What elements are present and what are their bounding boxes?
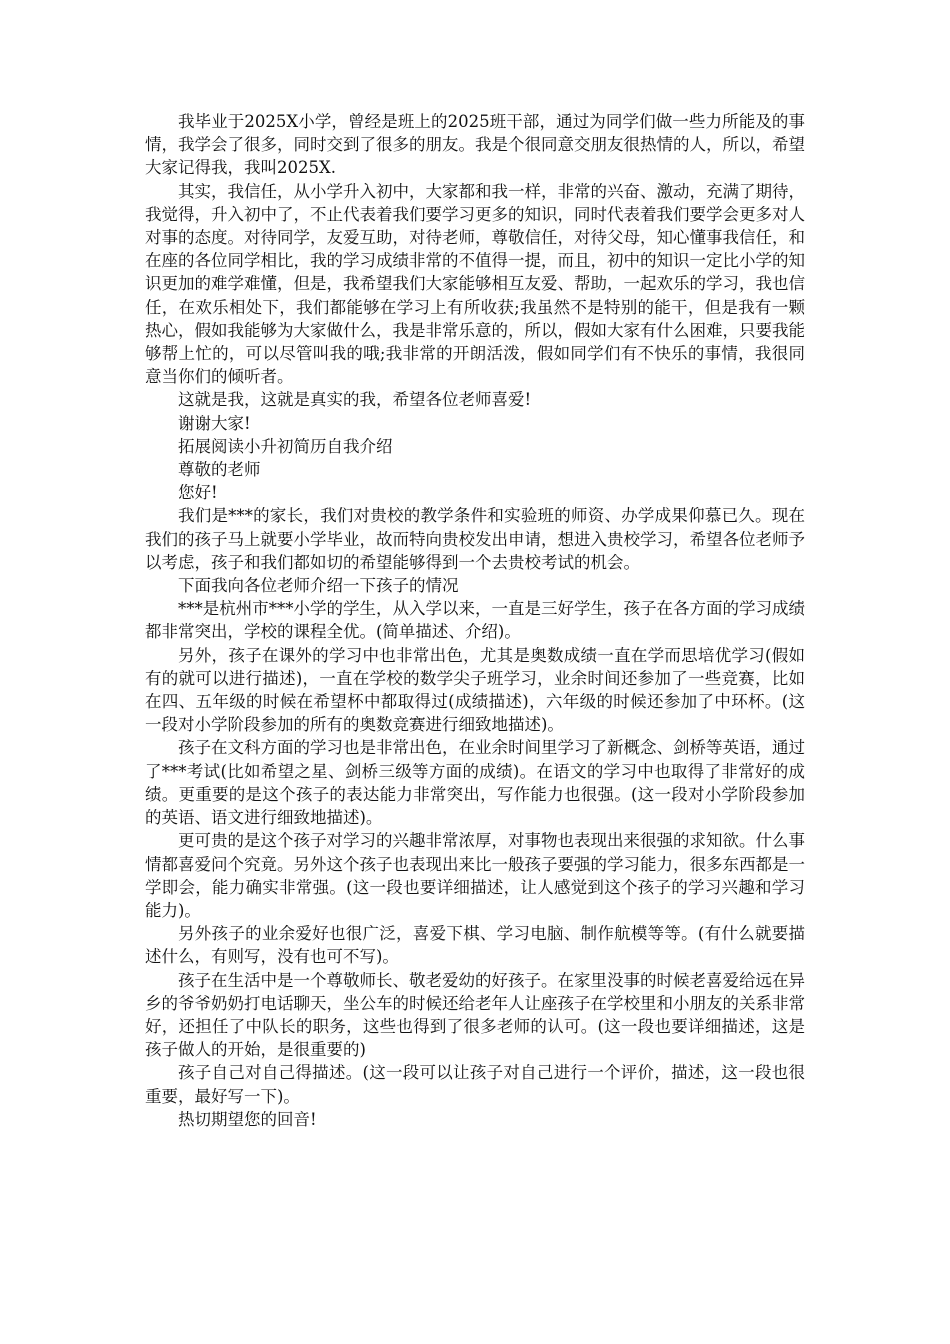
paragraph: 更可贵的是这个孩子对学习的兴趣非常浓厚，对事物也表现出来很强的求知欲。什么事情都喜爱问个究竟。另外这个孩子也表现出来比一般孩子要强的学习能力，很多东西都是一学即会，能力确实非常强。(这一段也要详细描述，让人感觉到这个孩子的学习兴趣和学习能力)。 [145, 831, 805, 920]
document-body [145, 110, 805, 1131]
paragraph: ***是杭州市***小学的学生，从入学以来，一直是三好学生，孩子在各方面的学习成绩都非常突出，学校的课程全优。(简单描述、介绍)。 [145, 599, 805, 642]
paragraph: 谢谢大家! [178, 413, 251, 433]
section-heading: 拓展阅读小升初简历自我介绍 [178, 436, 393, 456]
paragraph: 我毕业于2025X小学，曾经是班上的2025班干部，通过为同学们做一些力所能及的事情，我学会了很多，同时交到了很多的朋友。我是个很同意交朋友很热情的人，所以，希望大家记得我，我叫2025X. [145, 112, 805, 178]
paragraph: 这就是我，这就是真实的我，希望各位老师喜爱! [178, 390, 532, 410]
paragraph: 孩子在生活中是一个尊敬师长、敬老爱幼的好孩子。在家里没事的时候老喜爱给远在异乡的爷爷奶奶打电话聊天，坐公车的时候还给老年人让座孩子在学校里和小朋友的关系非常好，还担任了中队长的职务，这些也得到了很多老师的认可。(这一段也要详细描述，这是孩子做人的开始，是很重要的) [145, 970, 805, 1060]
paragraph: 另外孩子的业余爱好也很广泛，喜爱下棋、学习电脑、制作航模等等。(有什么就要描述什么，有则写，没有也可不写)。 [145, 924, 805, 967]
paragraph: 其实，我信任，从小学升入初中，大家都和我一样，非常的兴奋、激动，充满了期待，我觉得，升入初中了，不止代表着我们要学习更多的知识，同时代表着我们要学会更多对人对事的态度。对待同学，友爱互助，对待老师，尊敬信任，对待父母，知心懂事我信任，和在座的各位同学相比，我的学习成绩非常的不值得一提，而且，初中的知识一定比小学的知识更加的难学难懂，但是，我希望我们大家能够相互友爱、帮助，一起欢乐的学习，我也信任，在欢乐相处下，我们都能够在学习上有所收获;我虽然不是特别的能干，但是我有一颗热心，假如我能够为大家做什么，我是非常乐意的，所以，假如大家有什么困难，只要我能够帮上忙的，可以尽管叫我的哦;我非常的开朗活泼，假如同学们有不快乐的事情，我很同意当你们的倾听者。 [145, 181, 805, 387]
salutation: 尊敬的老师 [178, 460, 261, 480]
paragraph: 下面我向各位老师介绍一下孩子的情况 [178, 576, 459, 596]
greeting: 您好! [178, 483, 218, 503]
paragraph: 我们是***的家长，我们对贵校的教学条件和实验班的师资、办学成果仰慕已久。现在我们的孩子马上就要小学毕业，故而特向贵校发出申请，想进入贵校学习，希望各位老师予以考虑，孩子和我们都如切的希望能够得到一个去贵校考试的机会。 [145, 506, 805, 572]
closing-line: 热切期望您的回音! [178, 1109, 317, 1129]
paragraph: 孩子自己对自己得描述。(这一段可以让孩子对自己进行一个评价，描述，这一段也很重要，最好写一下)。 [145, 1063, 805, 1106]
paragraph: 另外，孩子在课外的学习中也非常出色，尤其是奥数成绩一直在学而思培优学习(假如有的就可以进行描述)，一直在学校的数学尖子班学习，业余时间还参加了一些竞赛，比如在四、五年级的时候在希望杯中都取得过(成绩描述)，六年级的时候还参加了中环杯。(这一段对小学阶段参加的所有的奥数竞赛进行细致地描述)。 [145, 645, 805, 735]
paragraph: 孩子在文科方面的学习也是非常出色，在业余时间里学习了新概念、剑桥等英语，通过了***考试(比如希望之星、剑桥三级等方面的成绩)。在语文的学习中也取得了非常好的成绩。更重要的是这个孩子的表达能力非常突出，写作能力也很强。(这一段对小学阶段参加的英语、语文进行细致地描述)。 [145, 738, 805, 828]
